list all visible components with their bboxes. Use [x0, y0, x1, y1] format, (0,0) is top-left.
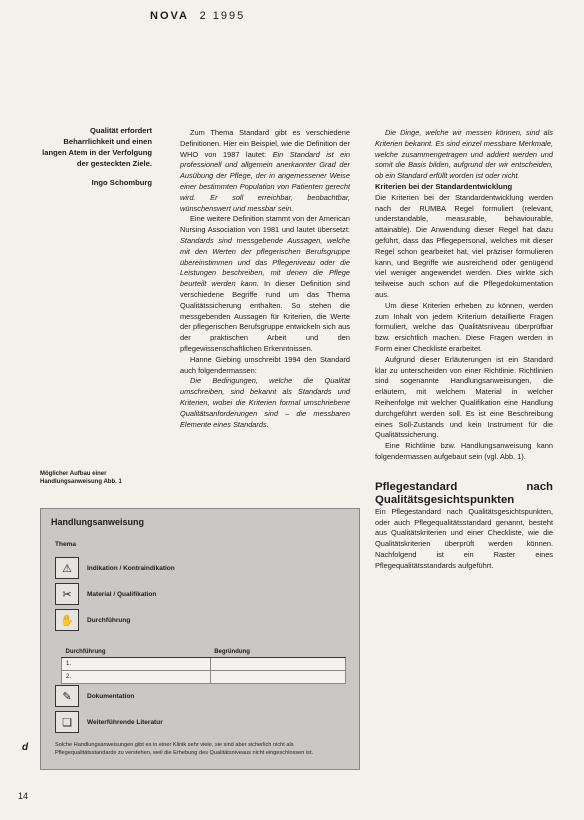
paragraph: Ein Pflegestandard nach Qualitätsgesichtspunkten, oder auch Pflegequalitätsstandard genannt, besteht aus Qualitätskriterien und einer Checkliste, wie die Qualitätskriterien überprüft werden können. Nachfolgend ist ein Raster eines Pflegequalitätsstandards aufgeführt.	[375, 506, 553, 570]
step-durchfuehrung: ✋ Durchführung	[55, 609, 130, 631]
hand-icon: ✋	[55, 609, 79, 631]
issue-number: 2 1995	[199, 10, 246, 22]
warning-icon: ⚠	[55, 557, 79, 579]
pull-quote	[40, 125, 152, 188]
figure-caption: Möglicher Aufbau einer Handlungsanweisung Abb. 1	[40, 471, 122, 485]
procedure-table	[61, 647, 346, 684]
table-header: Begründung	[210, 647, 345, 658]
figure-title: Handlungsanweisung	[51, 517, 145, 527]
table-header: Durchführung	[62, 647, 211, 658]
paragraph: Eine weitere Definition stammt von der American Nursing Association von 1981 und lautet übersetzt: Standards sind messgebende Aussagen, welche mit den Werten der pflegerischen Berufsgruppe übereinstimmen und das Pflegeniveau oder die Leistungen beschreiben, mit denen die Pflege beurteilt werden kann. In dieser Definition sind verschiedene Begriffe rund um das Thema Qualitätssicherung enthalten. So stehen die messgebenden Aussagen für Kriterien, die Werte der pflegerischen Berufsgruppe entwickeln sich aus der praktischen Arbeit und den pflegewissenschaftlichen Erkenntnissen.	[180, 214, 350, 353]
figure-note: Solche Handlungsanweisungen gibt es in einer Klinik sehr viele, sie sind aber sicherlich nicht als Pflegequalitätsstandards zu verstehen, weil die Erhebung des Qualitätsniveaus nicht eingeschlossen ist.	[55, 742, 314, 756]
subheading-kriterien: Kriterien bei der Standardentwicklung	[375, 181, 513, 191]
step-indikation: ⚠ Indikation / Kontraindikation	[55, 557, 175, 579]
paragraph: Aufgrund dieser Erläuterungen ist ein Standard klar zu unterscheiden von einer Richtlinie. Richtlinien sind sogenannte Handlungsanweisungen, die erläutern, mit welchem Material in welcher Reihenfolge mit welcher Qualifikation eine Handlung durchgeführt werden soll. Es ist eine Beschreibung eines Soll-Zustands und kein Instrument für die Qualitätssicherung.	[375, 354, 553, 440]
paragraph: Zum Thema Standard gibt es verschiedene Definitionen. Hier ein Beispiel, wie die Definition der WHO von 1987 lautet: Ein Standard ist ein professionell und allgemein anerkannter Grad der Ausübung der Pflege, der in angemessener Weise einer bestimmten Population von Patienten gerecht wird. Er soll erreichbar, beobachtbar, wünschenswert und messbar sein.	[180, 128, 350, 213]
margin-mark: d	[22, 742, 29, 753]
material-icon: ✂	[55, 583, 79, 605]
pen-icon: ✎	[55, 685, 79, 707]
figure-handlungsanweisung	[40, 508, 360, 770]
paragraph: Hanne Giebing umschreibt 1994 den Standard auch folgendermassen:	[180, 354, 350, 375]
page-number: 14	[18, 791, 29, 801]
figure-thema-label: Thema	[55, 541, 76, 548]
paragraph-italic: Die Bedingungen, welche die Qualität umschreiben, sind bekannt als Standards und Kriterien, wobei die Kriterien formal umschriebene Qualitätsanforderungen sind – die messbaren Elemente eines Standards.	[180, 376, 350, 429]
paragraph: Um diese Kriterien erheben zu können, werden zum Inhalt von jedem Kriterium detaillierte Fragen formuliert, welche das Qualitätsniveau überprüfbar bzw. ersichtlich machen. Diese Fragen werden in Form einer Checkliste erarbeitet.	[375, 300, 553, 353]
step-material: ✂ Material / Qualifikation	[55, 583, 156, 605]
paragraph: Die Kriterien bei der Standardentwicklung werden nach der RUMBA Regel formuliert (relevant, understandable, measurable, behaviourable, attainable). Die Anwendung dieser Regel hat dazu geführt, dass das Pflegepersonal, welches mit dieser Regel schon gearbeitet hat, viel präziser formulieren kann, und Begriffe wie ausreichend oder genügend viel weniger angewendet werden. Dies wirkte sich teilweise auch schon auf die Pflegedokumentation aus.	[375, 192, 553, 299]
text-column-right	[375, 128, 553, 571]
pull-quote-author: Ingo Schomburg	[91, 178, 152, 187]
paragraph: Eine Richtlinie bzw. Handlungsanweisung kann folgendermassen aufgebaut sein (vgl. Abb. 1).	[375, 441, 553, 461]
step-literatur: ❏ Weiterführende Literatur	[55, 711, 163, 733]
journal-title: NOVA	[150, 10, 189, 22]
table-row: 2.	[62, 671, 346, 684]
table-row: 1.	[62, 658, 346, 671]
section-heading: Pflegestandard nach Qualitätsgesichtspunkten	[375, 480, 553, 506]
paragraph-italic: Die Dinge, welche wir messen können, sind als Kriterien bekannt. Es sind einzel messbare Merkmale, welche zusammengetragen und addiert werden und somit die Basis bilden, aufgrund der wir entscheiden, ob ein Standard erfüllt worden ist oder nicht.	[375, 128, 553, 181]
book-icon: ❏	[55, 711, 79, 733]
step-dokumentation: ✎ Dokumentation	[55, 685, 134, 707]
pull-quote-text: Qualität erfordert Beharrlichkeit und einen langen Atem in der Verfolgung der gesteckten Ziele.	[42, 126, 152, 168]
running-header	[150, 10, 245, 22]
text-column-middle	[180, 128, 350, 430]
